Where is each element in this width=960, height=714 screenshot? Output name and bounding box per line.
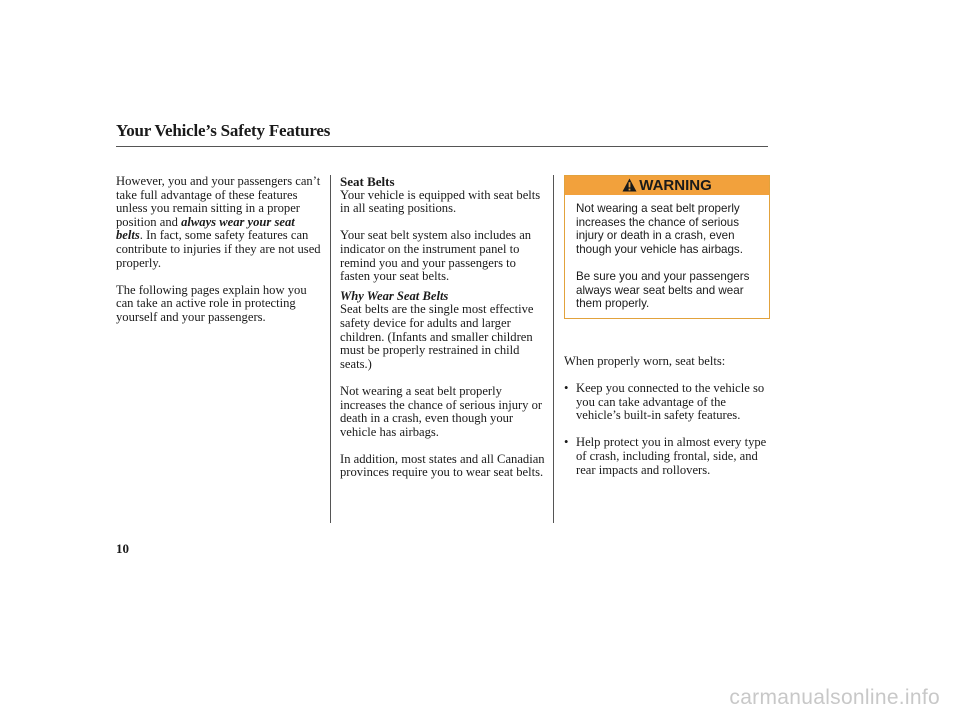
warning-text-1: Not wearing a seat belt properly increases the chance of serious injury or death in a crash, even though your vehicle has airbags. (576, 202, 743, 256)
page-title: Your Vehicle’s Safety Features (116, 121, 331, 140)
watermark: carmanualsonline.info (729, 686, 940, 709)
warning-body (565, 195, 769, 318)
why-wear-paragraph-2: Not wearing a seat belt properly increases the chance of serious injury or death in a crash, even though your vehicle has airbags. (340, 383, 543, 439)
warning-box (564, 175, 770, 319)
seat-belts-paragraph-1: Your vehicle is equipped with seat belts in all seating positions. (340, 187, 541, 216)
why-wear-paragraph-3: In addition, most states and all Canadian provinces require you to wear seat belts. (340, 451, 545, 480)
seat-belts-paragraph-2: Your seat belt system also includes an indicator on the instrument panel to remind you and your passengers to fasten your seat belts. (340, 228, 532, 284)
column-divider-2 (553, 175, 554, 523)
column-intro (116, 175, 324, 325)
warning-text-2: Be sure you and your passengers always wear seat belts and wear them properly. (576, 269, 750, 311)
list-item: • Keep you connected to the vehicle so you can take advantage of the vehicle’s built-in safety features. (564, 382, 770, 423)
intro-text-start: However, you and your passengers can’t take full advantage of these features unless you remain sitting in a proper position and (116, 174, 321, 229)
intro-paragraph (116, 175, 324, 270)
warning-header (565, 176, 769, 195)
benefits-intro: When properly worn, seat belts: (564, 353, 726, 368)
intro-paragraph-2: The following pages explain how you can take an active role in protecting yourself and your passengers. (116, 282, 307, 324)
page-number: 10 (116, 541, 129, 556)
column-seat-belts (340, 175, 546, 480)
section-heading-seat-belts: Seat Belts (340, 174, 395, 189)
intro-emphasis: always wear your seat belts (116, 214, 295, 243)
warning-label: WARNING (639, 177, 712, 194)
column-divider-1 (330, 175, 331, 523)
subheading-why-wear: Why Wear Seat Belts (340, 288, 449, 303)
intro-text-end: . In fact, some safety features can contribute to injuries if they are not used properly. (116, 228, 321, 270)
list-item: • Help protect you in almost every type of crash, including frontal, side, and rear impacts and rollovers. (564, 436, 770, 477)
warning-triangle-icon (622, 178, 637, 192)
why-wear-paragraph-1: Seat belts are the single most effective safety device for adults and larger children. (Infants and smaller children must be properly restrained in child seats.) (340, 302, 534, 371)
title-divider (116, 146, 768, 147)
benefits-list (564, 382, 770, 477)
column-warning (564, 175, 770, 491)
